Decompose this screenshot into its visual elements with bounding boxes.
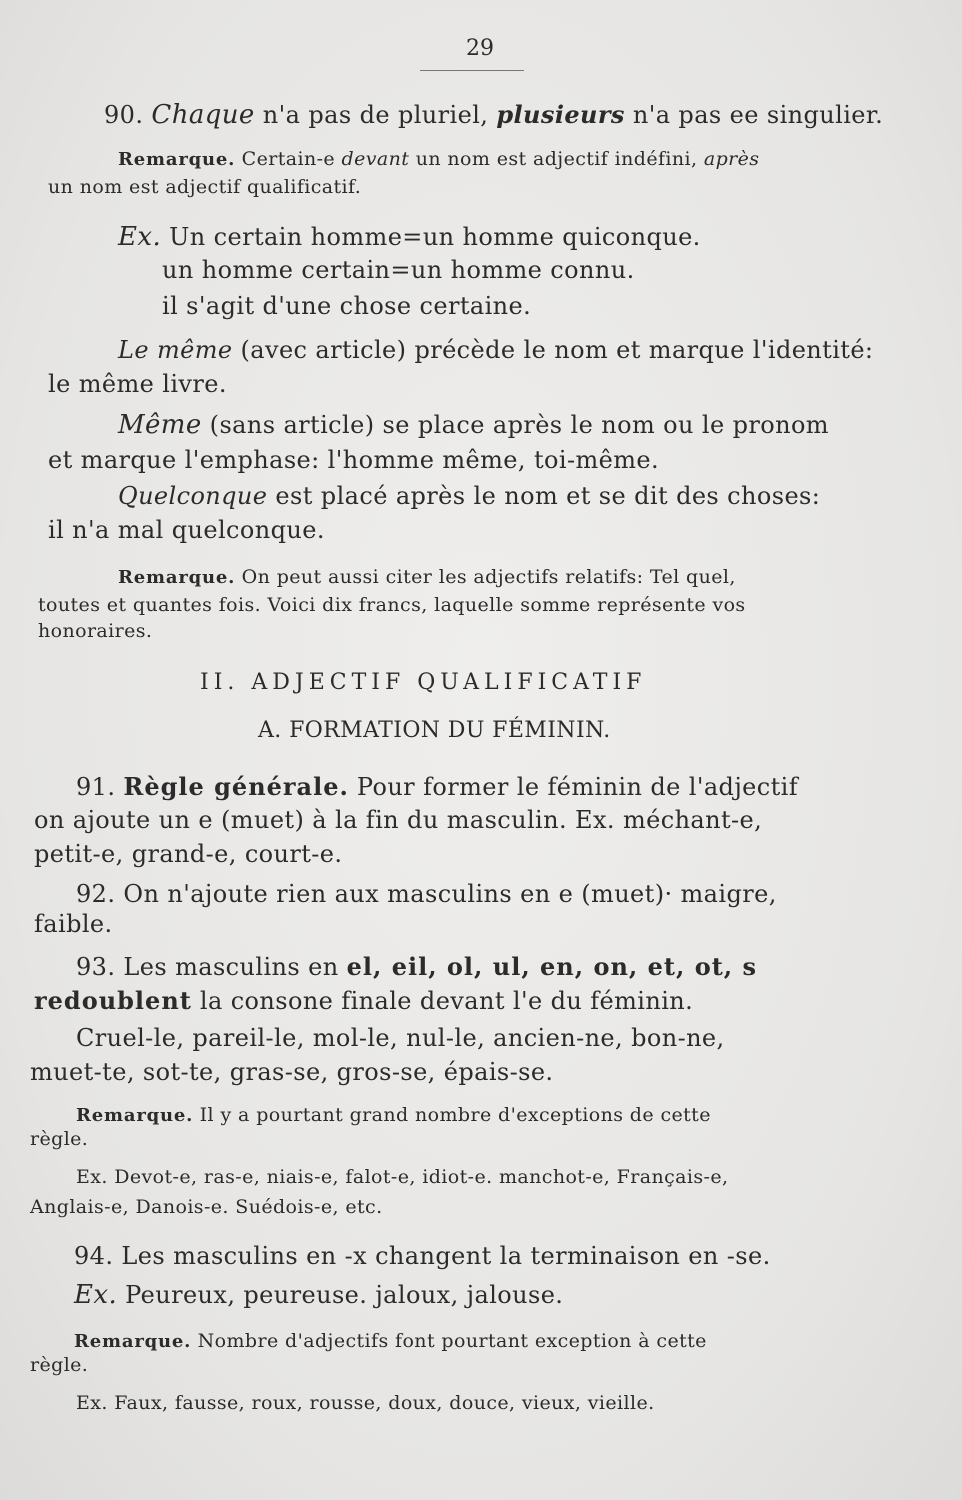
section-subtitle: A. FORMATION DU FÉMININ. bbox=[258, 718, 611, 743]
example-label: Ex. bbox=[74, 1280, 118, 1310]
term-chaque: Chaque bbox=[151, 100, 255, 130]
paragraph-92-line-2: faible. bbox=[34, 910, 113, 938]
remark-2-line-1 bbox=[118, 566, 736, 588]
section-title: II. ADJECTIF QUALIFICATIF bbox=[200, 670, 647, 695]
paragraph-93-line-2 bbox=[34, 986, 693, 1015]
term-le-meme: Le même bbox=[118, 336, 233, 364]
example-label: Ex. bbox=[118, 222, 162, 252]
remark-3-line-2: règle. bbox=[30, 1128, 89, 1150]
paragraph-number: 91. bbox=[76, 773, 116, 801]
example-3-line-1: Ex. Devot-e, ras-e, niais-e, falot-e, idiot-e. manchot-e, Français-e, bbox=[76, 1166, 729, 1188]
remark-label: Remarque. bbox=[118, 149, 236, 170]
text: Certain-e bbox=[235, 148, 342, 170]
meme-line-2: et marque l'emphase: l'homme même, toi-même. bbox=[48, 446, 660, 474]
paragraph-number: 90. bbox=[104, 101, 144, 129]
term-quelconque: Quelconque bbox=[118, 482, 268, 510]
paragraph-90 bbox=[104, 100, 883, 130]
text: Nombre d'adjectifs font pourtant exception à cette bbox=[191, 1330, 707, 1352]
text: Pour former le féminin de l'adjectif bbox=[348, 773, 799, 801]
remark-label: Remarque. bbox=[118, 567, 236, 588]
example-4-line-1: Ex. Faux, fausse, roux, rousse, doux, douce, vieux, vieille. bbox=[76, 1392, 655, 1414]
remark-2-line-3: honoraires. bbox=[38, 620, 153, 642]
paragraph-92-line-1: 92. On n'ajoute rien aux masculins en e (muet)· maigre, bbox=[76, 880, 777, 908]
term-apres: après bbox=[703, 148, 760, 170]
example-1-line-1 bbox=[118, 222, 701, 252]
paragraph-91-line-2: on ajoute un e (muet) à la fin du masculin. Ex. méchant-e, bbox=[34, 806, 763, 834]
remark-label: Remarque. bbox=[76, 1105, 194, 1126]
header-rule bbox=[420, 70, 524, 71]
term-plusieurs: plusieurs bbox=[496, 100, 625, 129]
example-1-line-3: il s'agit d'une chose certaine. bbox=[162, 292, 532, 320]
text: On peut aussi citer les adjectifs relatifs: Tel quel, bbox=[235, 566, 736, 588]
example-1-line-2: un homme certain=un homme connu. bbox=[162, 256, 635, 284]
example-3-line-2: Anglais-e, Danois-e. Suédois-e, etc. bbox=[30, 1196, 383, 1218]
text: un nom est adjectif indéfini, bbox=[409, 148, 704, 170]
paragraph-91-line-1 bbox=[76, 772, 798, 801]
paragraph-94-line-2 bbox=[74, 1280, 563, 1310]
remark-4-line-1 bbox=[74, 1330, 707, 1352]
text: est placé après le nom et se dit des choses: bbox=[267, 482, 821, 510]
quelconque-line-2: il n'a mal quelconque. bbox=[48, 516, 325, 544]
remark-1-line-2: un nom est adjectif qualificatif. bbox=[48, 176, 362, 198]
remark-2-line-2: toutes et quantes fois. Voici dix francs, laquelle somme représente vos bbox=[38, 594, 746, 616]
le-meme-line-2: le même livre. bbox=[48, 370, 227, 398]
text: (avec article) précède le nom et marque l'identité: bbox=[232, 336, 874, 364]
term-redoublent: redoublent bbox=[34, 986, 192, 1015]
le-meme-line-1 bbox=[118, 336, 873, 364]
rule-label: Règle générale. bbox=[123, 772, 349, 801]
remark-1-line-1 bbox=[118, 148, 759, 170]
paragraph-91-line-3: petit-e, grand-e, court-e. bbox=[34, 840, 343, 868]
paragraph-94-line-1: 94. Les masculins en -x changent la terminaison en -se. bbox=[74, 1242, 771, 1270]
remark-3-line-1 bbox=[76, 1104, 711, 1126]
text: 93. Les masculins en bbox=[76, 953, 347, 981]
paragraph-93-line-4: muet-te, sot-te, gras-se, gros-se, épais-se. bbox=[30, 1058, 554, 1086]
endings-list: el, eil, ol, ul, en, on, et, ot, s bbox=[346, 952, 758, 981]
quelconque-line-1 bbox=[118, 482, 820, 510]
text: Peureux, peureuse. jaloux, jalouse. bbox=[117, 1281, 564, 1309]
text: Il y a pourtant grand nombre d'exceptions de cette bbox=[193, 1104, 711, 1126]
remark-label: Remarque. bbox=[74, 1331, 192, 1352]
text: la consone finale devant l'e du féminin. bbox=[191, 987, 694, 1015]
remark-4-line-2: règle. bbox=[30, 1354, 89, 1376]
page-number: 29 bbox=[466, 36, 494, 61]
text: n'a pas de pluriel, bbox=[254, 101, 497, 129]
term-meme: Même bbox=[118, 410, 202, 440]
text: Un certain homme=un homme quiconque. bbox=[161, 223, 701, 251]
text: (sans article) se place après le nom ou le pronom bbox=[201, 411, 829, 439]
meme-line-1 bbox=[118, 410, 829, 440]
paragraph-93-line-1 bbox=[76, 952, 757, 981]
text: n'a pas ee singulier. bbox=[624, 101, 884, 129]
term-devant: devant bbox=[341, 148, 410, 170]
paragraph-93-line-3: Cruel-le, pareil-le, mol-le, nul-le, ancien-ne, bon-ne, bbox=[76, 1024, 725, 1052]
